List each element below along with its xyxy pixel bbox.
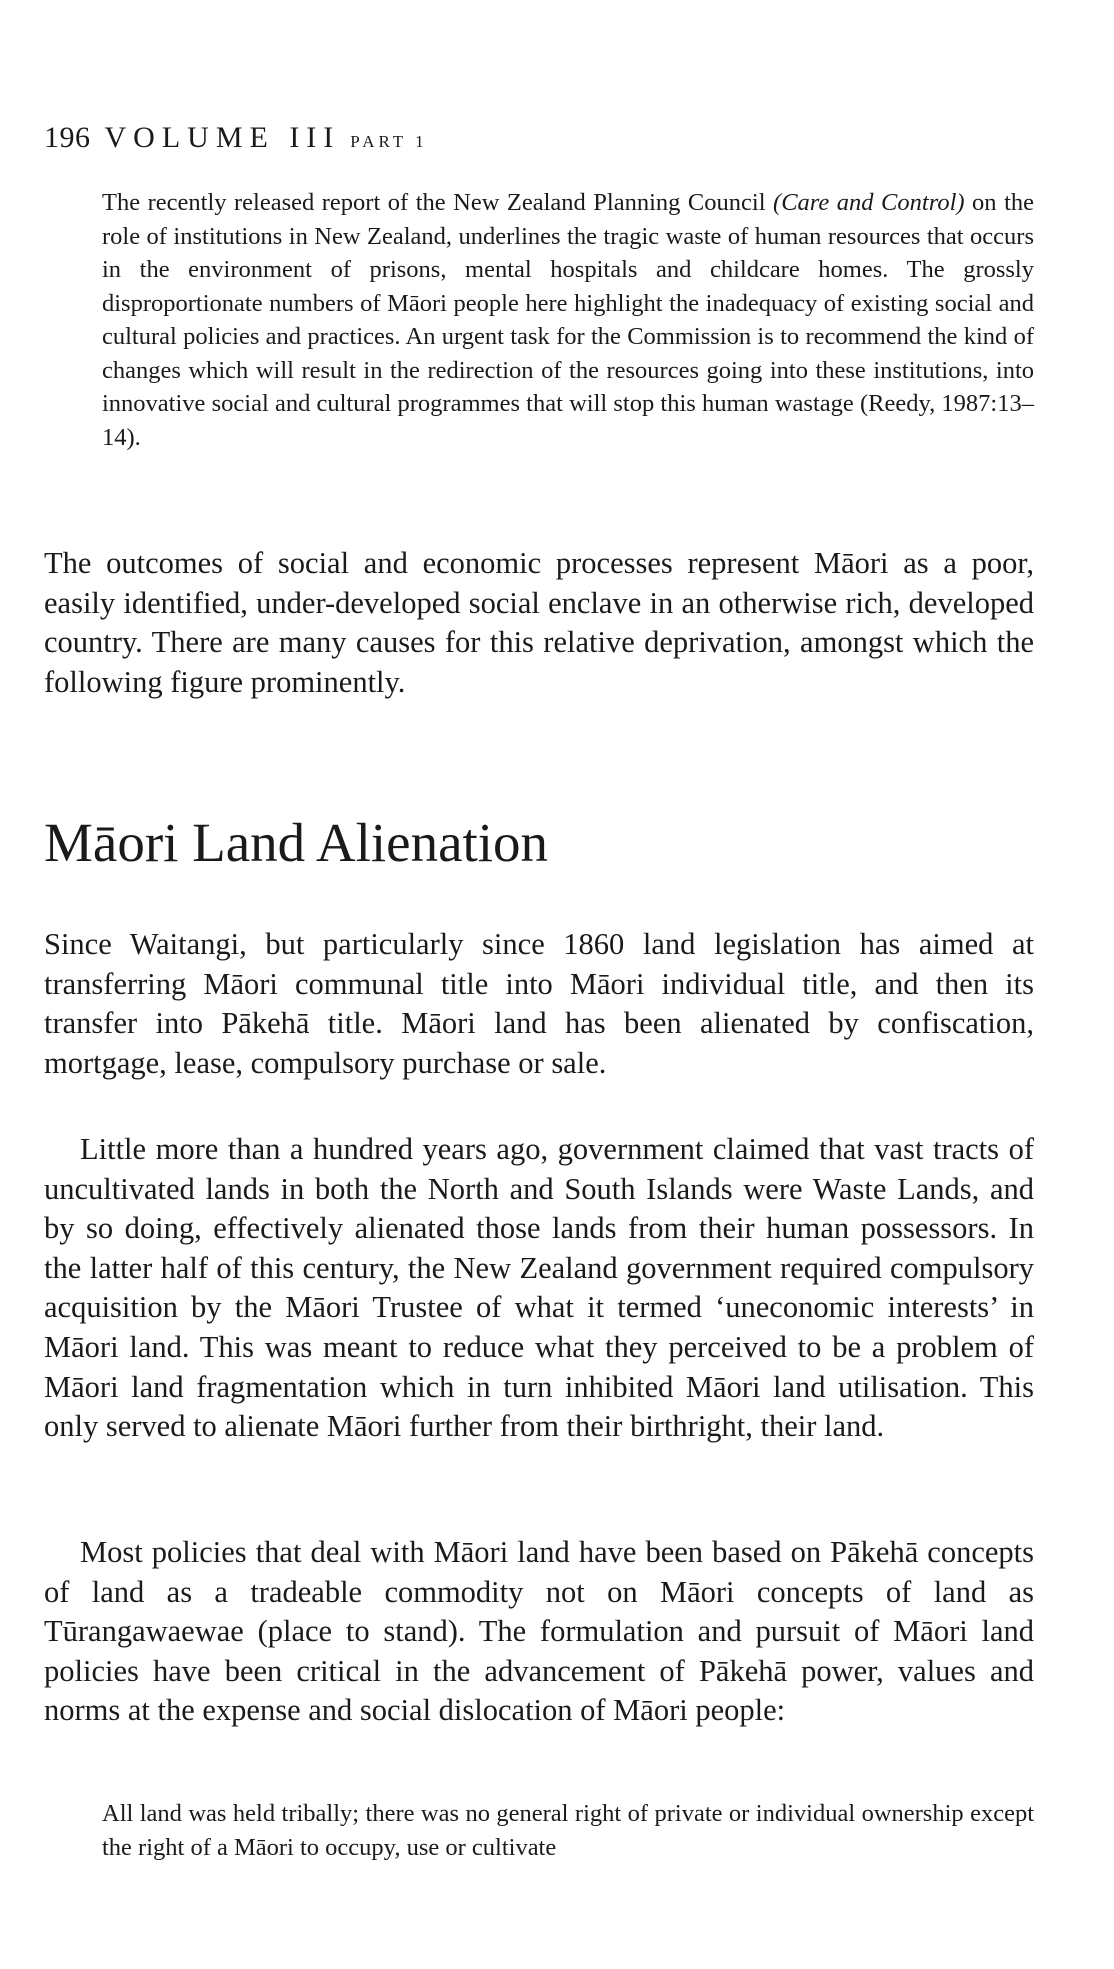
volume-label: VOLUME III xyxy=(104,121,341,154)
section-heading: Māori Land Alienation xyxy=(44,812,549,873)
running-head xyxy=(44,120,428,160)
paragraph-outcomes: The outcomes of social and economic processes represent Māori as a poor, easily identified, under-developed social enclave in an otherwise rich, developed country. There are many causes for this relative deprivation, amongst which the following figure prominently. xyxy=(44,546,1034,699)
paragraph-since-waitangi: Since Waitangi, but particularly since 1860 land legislation has aimed at transferring Māori communal title into Māori individual title, and then its transfer into Pākehā title. Māori land has been alienated by confiscation, mortgage, lease, compulsory purchase or sale. xyxy=(44,927,1034,1080)
paragraph-waste-lands: Little more than a hundred years ago, government claimed that vast tracts of uncultivated lands in both the North and South Islands were Waste Lands, and by so doing, effectively alienated those lands from their human possessors. In the latter half of this century, the New Zealand government required compulsory acquisition by the Māori Trustee of what it termed ‘uneconomic interests’ in Māori land. This was meant to reduce what they perceived to be a problem of Māori land fragmentation which in turn inhibited Māori land utilisation. This only served to alienate Māori further from their birthright, their land. xyxy=(44,1132,1034,1444)
block-quote-reedy xyxy=(102,186,1034,454)
quote-italic-title: (Care and Control) xyxy=(773,189,965,216)
paragraph-land-policies: Most policies that deal with Māori land have been based on Pākehā concepts of land as a tradeable commodity not on Māori concepts of land as Tūrangawaewae (place to stand). The formulation and pursuit of Māori land policies have been critical in the advancement of Pākehā power, values and norms at the expense and social dislocation of Māori people: xyxy=(44,1535,1034,1728)
quote-rest-text: on the role of institutions in New Zealand, underlines the tragic waste of human resources that occurs in the environment of prisons, mental hospitals and childcare homes. The grossly disproportionate numbers of Māori people here highlight the inadequacy of existing social and cultural policies and practices. An urgent task for the Commission is to recommend the kind of changes which will result in the redirection of the resources going into these institutions, into innovative social and cultural programmes that will stop this human wastage (Reedy, 1987:13–14). xyxy=(102,189,1034,451)
quote-lead-text: The recently released report of the New Zealand Planning Council xyxy=(102,189,774,216)
block-quote-land-tenure: All land was held tribally; there was no general right of private or individual ownership except the right of a Māori to occupy, use or cultivate xyxy=(102,1800,1034,1861)
page-number: 196 xyxy=(44,121,91,154)
part-label: PART 1 xyxy=(350,132,428,151)
